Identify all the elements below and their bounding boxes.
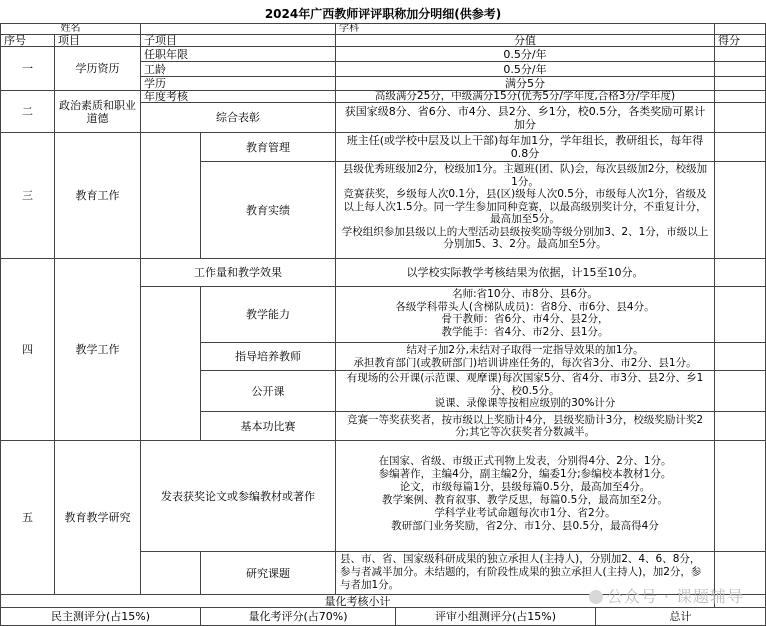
section-item-1: 学历资历: [54, 46, 141, 91]
col-score-header: 得分: [714, 34, 766, 47]
subitem-tenure: 任职年限: [140, 46, 336, 62]
subitem-edu-management: 教育管理: [200, 132, 336, 162]
value-mentoring: [335, 342, 715, 371]
subitem-spacer-5: [140, 551, 201, 595]
section-item-3: 教育工作: [54, 132, 141, 259]
total-label: 总计: [595, 607, 766, 626]
value-workload: 以学校实际教学考核结果为依据，计15至10分。: [335, 258, 715, 287]
ability-line-4: 教学能手：省4分、市2分、县1分。: [441, 325, 609, 338]
score-commendation[interactable]: [714, 102, 766, 133]
score-tenure[interactable]: [714, 46, 766, 62]
section-index-2: 二: [0, 90, 55, 133]
subitem-spacer-4: [140, 286, 201, 441]
subitem-annual-review: 年度考核: [140, 90, 336, 103]
achievement-line-1: 县级优秀班级加2分，校级加1分。主题班(团、队)会，每次县级加2分，校级加1分。: [342, 163, 708, 188]
subitem-workload: 工作量和教学效果: [140, 258, 336, 287]
section-item-5: 教育教学研究: [54, 440, 141, 595]
value-annual-review: 高级满分25分，中级满分15分(优秀5分/学年度,合格3分/学年度): [335, 90, 715, 103]
value-tenure: 0.5分/年: [335, 46, 715, 62]
name-label: 姓名: [0, 23, 141, 35]
score-mentoring[interactable]: [714, 342, 766, 371]
papers-line-5: 学科学业考试命题每次市1分、省2分。: [434, 507, 616, 519]
panel-score-label: 评审小组测评分(占15%): [395, 607, 596, 626]
score-edu-achievement[interactable]: [714, 161, 766, 259]
ability-line-1: 名师:省10分、市8分、县6分。: [452, 288, 598, 300]
score-edu-management[interactable]: [714, 132, 766, 162]
democracy-score-label: 民主测评分(占15%): [0, 607, 201, 626]
section-index-1: 一: [0, 46, 55, 91]
section-item-4: 教学工作: [54, 258, 141, 441]
papers-line-3: 论文，市级每篇1分，县级每篇0.5分，最高加至4分。: [399, 481, 651, 493]
subitem-papers: 发表获奖论文或参编教材或著作: [140, 440, 336, 552]
subitem-commendation: 综合表彰: [140, 102, 336, 133]
watermark-text: 公众号 · 课题辅导: [606, 587, 744, 606]
mentoring-line-1: 结对子加2分,未结对子取得一定指导效果的加1分。: [406, 344, 644, 356]
col-index-header: 序号: [0, 34, 55, 47]
achievement-line-2: 竞赛获奖，乡级每人次0.1分，县(区)级每人次0.5分，市级每人次1分，省级及以上每人次1.5分。同一学生参加同种竞赛，以最高级别奖计分，不重复计分，最高加至5分。: [343, 188, 707, 225]
score-seniority[interactable]: [714, 61, 766, 77]
papers-line-6: 教研部门业务奖励，省2分、市1分、县0.5分，最高得4分: [391, 520, 659, 532]
col-item-header: 项目: [54, 34, 141, 47]
section-item-2: 政治素质和职业道德: [54, 90, 141, 133]
achievement-line-3: 学校组织参加县级以上的大型活动县级按奖励等级分别加3、2、1分，市级以上分别加5、3、2分。最高加至5分。: [341, 225, 709, 250]
value-teaching-ability: [335, 286, 715, 343]
value-papers: [335, 440, 715, 552]
value-edu-management: 班主任(或学校中层及以上干部)每年加1分，学年组长，教研组长，每年得0.8分: [335, 132, 715, 162]
score-teaching-ability[interactable]: [714, 286, 766, 343]
value-commendation: 获国家级8分、省6分、市4分、县2分、乡1分，校0.5分，各类奖励可累计加分: [335, 102, 715, 133]
score-open-class[interactable]: [714, 370, 766, 412]
section-index-3: 三: [0, 132, 55, 259]
subject-label: 学科: [335, 23, 715, 35]
subitem-seniority: 工龄: [140, 61, 336, 77]
subitem-open-class: 公开课: [200, 370, 336, 412]
subitem-education: 学历: [140, 76, 336, 91]
value-open-class: [335, 370, 715, 412]
value-seniority: 0.5分/年: [335, 61, 715, 77]
subitem-mentoring: 指导培养教师: [200, 342, 336, 371]
ability-line-3: 骨干教师：省6分、市4分、县2分，: [441, 313, 609, 325]
wechat-icon: [589, 590, 603, 604]
papers-line-2: 参编著作，主编4分，副主编2分，编委1分;参编校本教材1分。: [378, 468, 672, 480]
open-class-line-1: 有现场的公开课(示范课、观摩课)每次国家5分、省4分、市3分、县2分、乡1分、校0.5分。: [346, 372, 704, 397]
value-skill-contest: 竞赛一等奖获奖者，按市级以上奖励计4分，县级奖励计3分，校级奖励计奖2分;其它等次获奖者分数减半。: [335, 411, 715, 441]
section-index-4: 四: [0, 258, 55, 441]
quant-score-label: 量化考评分(占70%): [200, 607, 396, 626]
col-subitem-header: 子项目: [140, 34, 336, 47]
score-workload[interactable]: [714, 258, 766, 287]
subitem-research: 研究课题: [200, 551, 336, 595]
subitem-teaching-ability: 教学能力: [200, 286, 336, 343]
papers-line-4: 教学案例、教育叙事、教学反思，每篇0.5分，最高加至2分。: [382, 494, 668, 506]
value-research: 县、市、省、国家级科研成果的独立承担人(主持人)，分别加2、4、6、8分，参与者减半加分。未结题的，有阶段性成果的独立承担人(主持人)，加2分，参与者加1分。: [335, 551, 715, 595]
col-value-header: 分值: [335, 34, 715, 47]
subitem-edu-achievement: 教育实绩: [200, 161, 336, 259]
score-papers[interactable]: [714, 440, 766, 552]
value-education: 满分5分: [335, 76, 715, 91]
mentoring-line-2: 承担教育部门(或教研部门)培训讲座任务的，每次省3分、市2分、县1分。: [353, 356, 697, 369]
document-title: 2024年广西教师评评职称加分明细(供参考): [0, 6, 766, 24]
watermark: [589, 584, 744, 607]
score-skill-contest[interactable]: [714, 411, 766, 441]
subitem-spacer-3: [140, 132, 201, 259]
open-class-line-2: 说课、录像课等按相应级别的30%计分: [434, 397, 616, 409]
ability-line-2: 各级学科带头人(含梯队成员)：省8分、市6分、县4分。: [395, 300, 655, 313]
quant-subtotal-label: 量化考核小计: [0, 594, 715, 608]
section-index-5: 五: [0, 440, 55, 595]
score-education[interactable]: [714, 76, 766, 91]
value-edu-achievement: [335, 161, 715, 259]
subitem-skill-contest: 基本功比赛: [200, 411, 336, 441]
papers-line-1: 在国家、省级、市级正式刊物上发表，分别得4分、2分、1分。: [378, 455, 672, 467]
